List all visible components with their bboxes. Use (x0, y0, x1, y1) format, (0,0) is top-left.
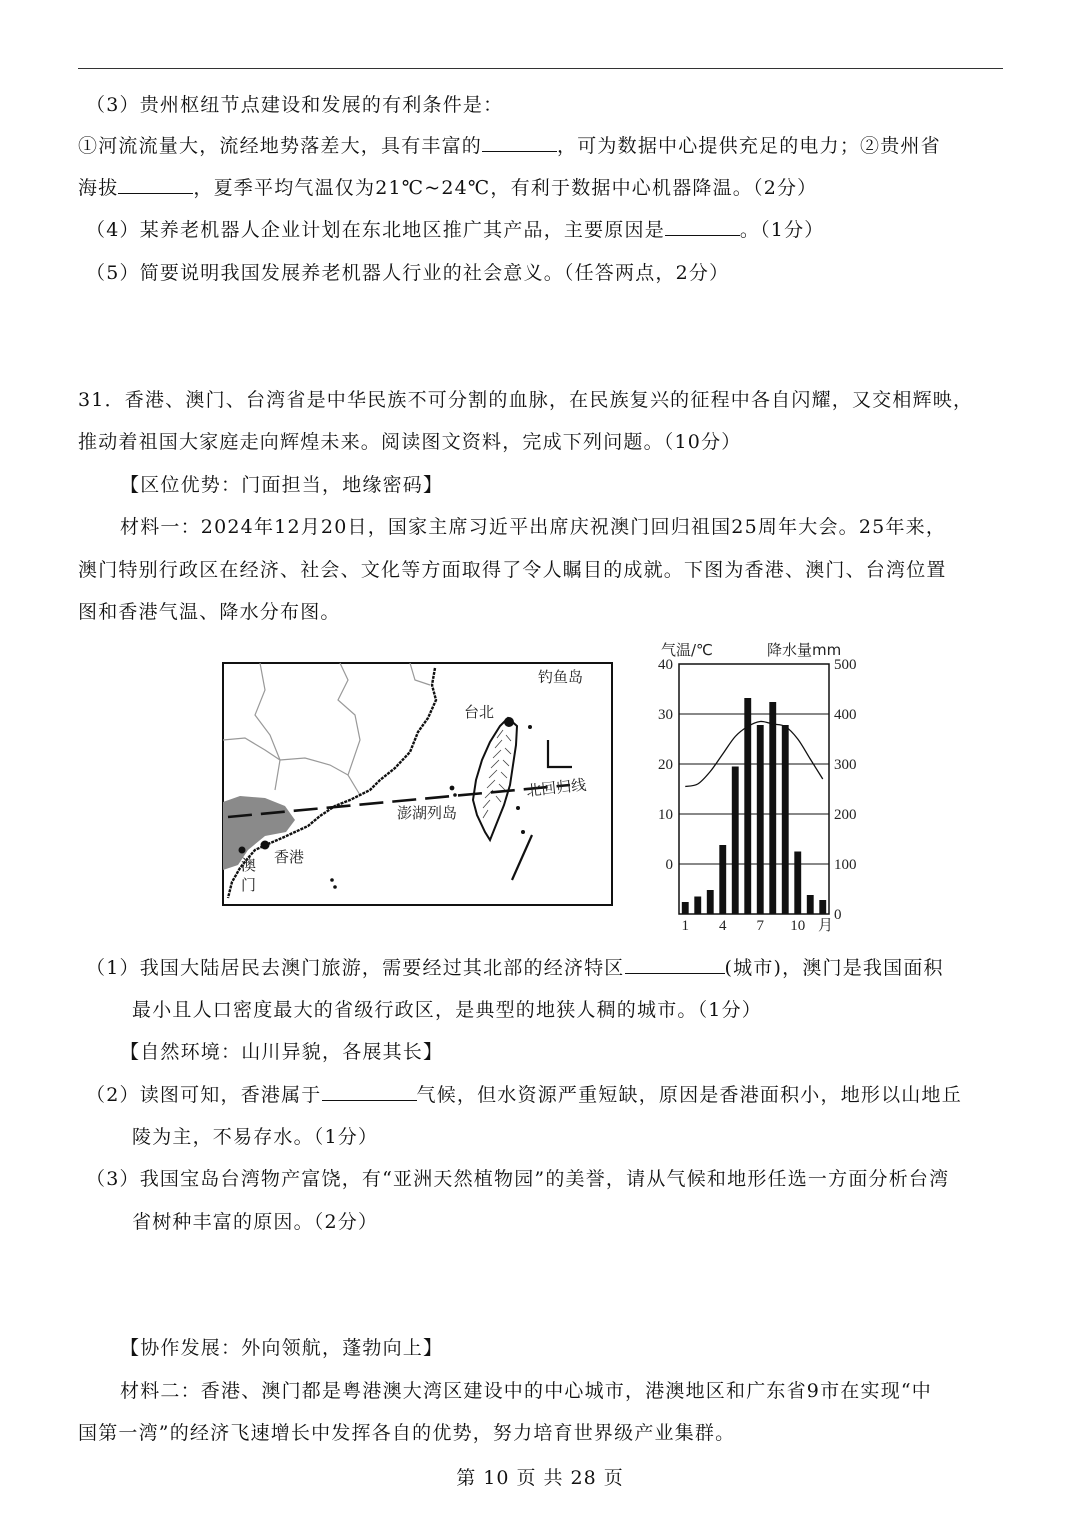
q30-part3-line2-a: 海拔 (78, 177, 119, 199)
temperature-line (685, 721, 823, 786)
chart-x-tick-label: 1 (681, 918, 689, 934)
chart-right-tick-label: 300 (834, 757, 857, 773)
precipitation-bar (819, 900, 826, 914)
chart-x-tick-label: 7 (756, 918, 764, 934)
chart-left-tick-label: 10 (658, 807, 673, 823)
chart-right-tick-label: 200 (834, 807, 857, 823)
q31-intro-line1: 31．香港、澳门、台湾省是中华民族不可分割的血脉，在民族复兴的征程中各自闪耀，又交相辉映， (78, 389, 974, 411)
precipitation-bar (757, 725, 764, 914)
taibei-dot (504, 717, 514, 727)
q31-part1-line1 (86, 953, 944, 980)
q30-part3-line2-b: ，夏季平均气温仅为21℃~24℃，有利于数据中心机器降温。（2分） (193, 177, 818, 199)
page-footer: 第 10 页 共 28 页 (456, 1467, 624, 1489)
precipitation-bar (807, 895, 814, 914)
chart-x-tick-label: 10 (790, 918, 806, 934)
chart-left-tick-label: 0 (665, 857, 673, 873)
chart-left-tick-label: 20 (658, 757, 673, 773)
section-heading-nature: 【自然环境：山川异貌，各展其长】 (120, 1041, 444, 1063)
chart-x-unit: 月 (818, 918, 834, 934)
macau-dot (239, 847, 246, 854)
chart-frame (679, 664, 829, 914)
island-dot (528, 725, 532, 729)
location-map (220, 660, 615, 910)
material2-line2: 国第一湾”的经济飞速增长中发挥各自的优势，努力培育世界级产业集群。 (78, 1422, 736, 1444)
section-heading-cooperation: 【协作发展：外向领航，蓬勃向上】 (120, 1337, 444, 1359)
material1-line3: 图和香港气温、降水分布图。 (78, 601, 341, 623)
q31-part1-line2: 最小且人口密度最大的省级行政区，是典型的地狭人稠的城市。（1分） (132, 999, 762, 1021)
chart-x-tick-label: 4 (719, 918, 727, 934)
q31-part2-line1-b: 气候，但水资源严重短缺，原因是香港面积小，地形以山地丘 (416, 1084, 962, 1106)
material1-line2: 澳门特别行政区在经济、社会、文化等方面取得了令人瞩目的成就。下图为香港、澳门、台湾位置 (78, 559, 947, 581)
q31-part3-line2: 省树种丰富的原因。（2分） (132, 1211, 379, 1233)
map-label-macau-1: 澳 (241, 856, 257, 874)
q30-part3-line1 (78, 131, 941, 158)
map-label-hongkong: 香港 (274, 848, 305, 866)
q31-part1-line1-a: （1）我国大陆居民去澳门旅游，需要经过其北部的经济特区 (86, 957, 625, 979)
island-dot (333, 885, 337, 889)
precipitation-bar (782, 725, 789, 914)
q31-part2-line2: 陵为主，不易存水。（1分） (132, 1126, 379, 1148)
chart-left-tick-label: 30 (658, 707, 673, 723)
chart-left-tick-label: 40 (658, 657, 673, 673)
chart-right-tick-label: 0 (834, 907, 842, 923)
map-label-macau-2: 门 (241, 876, 257, 894)
precipitation-bar (744, 698, 751, 914)
answer-blank[interactable] (625, 955, 725, 974)
chart-right-tick-label: 500 (834, 657, 857, 673)
chart-right-tick-label: 100 (834, 857, 857, 873)
climate-chart (645, 630, 875, 935)
precipitation-bar (694, 897, 701, 915)
q30-part4-a: （4）某养老机器人企业计划在东北地区推广其产品，主要原因是 (86, 219, 665, 241)
precipitation-bar (794, 852, 801, 915)
chart-ylabel-left: 气温/℃ (661, 641, 713, 659)
island-dot (330, 878, 334, 882)
answer-blank[interactable] (665, 217, 740, 236)
q31-part2-line1-a: （2）读图可知，香港属于 (86, 1084, 322, 1106)
precipitation-bar (732, 767, 739, 915)
map-label-penghu: 澎湖列岛 (397, 804, 458, 822)
hongkong-dot (261, 841, 270, 850)
q31-part3-line1: （3）我国宝岛台湾物产富饶，有“亚洲天然植物园”的美誉，请从气候和地形任选一方面分析台湾 (86, 1168, 950, 1190)
answer-blank[interactable] (322, 1082, 417, 1101)
island-dot (450, 786, 455, 791)
q31-part2-line1 (86, 1080, 962, 1107)
material1-line1: 材料一：2024年12月20日，国家主席习近平出席庆祝澳门回归祖国25周年大会。25年来， (120, 516, 947, 538)
material2-line1: 材料二：香港、澳门都是粤港澳大湾区建设中的中心城市，港澳地区和广东省9市在实现“中 (120, 1380, 933, 1402)
chart-ylabel-right: 降水量mm (767, 641, 842, 659)
q31-part1-line1-b: (城市)，澳门是我国面积 (724, 957, 944, 979)
map-label-diaoyu: 钓鱼岛 (538, 668, 584, 686)
answer-blank[interactable] (118, 175, 193, 194)
precipitation-bar (707, 890, 714, 914)
q30-part3-line2 (78, 173, 817, 200)
top-rule (78, 68, 1003, 69)
map-label-taibei: 台北 (464, 703, 495, 721)
q30-part3-line1-b: ，可为数据中心提供充足的电力；②贵州省 (557, 135, 941, 157)
answer-blank[interactable] (482, 133, 557, 152)
chart-right-tick-label: 400 (834, 707, 857, 723)
q30-part3-line1-a: ①河流流量大，流经地势落差大，具有丰富的 (78, 135, 483, 157)
precipitation-bar (719, 845, 726, 914)
q31-intro-line2: 推动着祖国大家庭走向辉煌未来。阅读图文资料，完成下列问题。（10分） (78, 431, 742, 453)
map-label-tropic: 北回归线 (525, 775, 588, 800)
island-dot (516, 806, 520, 810)
q30-part5: （5）简要说明我国发展养老机器人行业的社会意义。（任答两点，2分） (86, 262, 730, 284)
island-dot (453, 793, 457, 797)
precipitation-bar (682, 902, 689, 914)
island-dot (521, 830, 525, 834)
section-heading-location: 【区位优势：门面担当，地缘密码】 (120, 474, 444, 496)
q30-part3-label: （3）贵州枢纽节点建设和发展的有利条件是： (86, 94, 504, 116)
q30-part4-b: 。（1分） (739, 219, 825, 241)
precipitation-bar (769, 702, 776, 914)
q30-part4 (86, 215, 824, 242)
